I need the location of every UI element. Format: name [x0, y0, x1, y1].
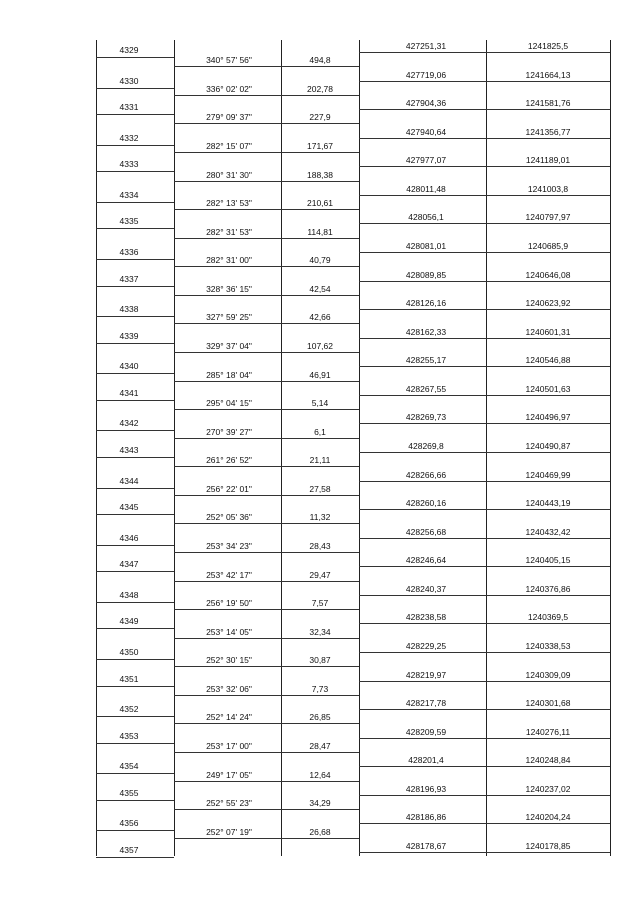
table-vertical-rule: [359, 40, 360, 856]
coordinate-x: 427719,06: [405, 69, 447, 80]
coordinate-x: 428217,78: [405, 698, 447, 709]
row-rule: [281, 181, 359, 182]
coordinate-x: 428267,55: [405, 383, 447, 394]
row-rule: [359, 423, 486, 424]
row-rule: [281, 838, 359, 839]
row-rule: [174, 123, 281, 124]
row-rule: [359, 538, 486, 539]
row-rule: [486, 566, 610, 567]
row-rule: [281, 666, 359, 667]
segment-length: 7,73: [311, 683, 329, 694]
row-rule: [486, 738, 610, 739]
segment-length: 7,57: [311, 598, 329, 609]
point-number: 4342: [119, 418, 139, 429]
direction-angle: 282° 31' 00": [206, 255, 252, 266]
row-rule: [174, 266, 281, 267]
coordinate-y: 1240338,53: [525, 641, 571, 651]
row-rule: [359, 595, 486, 596]
coordinate-x: 428229,25: [405, 641, 447, 651]
row-rule: [281, 409, 359, 410]
coordinate-x: 428238,58: [405, 612, 447, 623]
coordinate-y: 1241825,5: [527, 41, 569, 51]
direction-angle: 256° 22' 01": [206, 483, 252, 494]
segment-length: 494,8: [309, 55, 331, 66]
row-rule: [281, 466, 359, 467]
table-vertical-rule: [174, 40, 175, 856]
point-number: 4334: [119, 189, 139, 200]
row-rule: [174, 66, 281, 67]
segment-length: 12,64: [309, 769, 331, 780]
direction-angle: 280° 31' 30": [206, 169, 252, 180]
row-rule: [96, 114, 174, 115]
row-rule: [359, 452, 486, 453]
coordinate-x: 428240,37: [405, 583, 447, 594]
coordinate-x: 428056,1: [408, 212, 444, 223]
coordinate-y: 1240204,24: [525, 812, 571, 823]
row-rule: [359, 395, 486, 396]
row-rule: [486, 338, 610, 339]
row-rule: [359, 366, 486, 367]
row-rule: [486, 138, 610, 139]
row-rule: [281, 581, 359, 582]
row-rule: [486, 281, 610, 282]
row-rule: [359, 795, 486, 796]
segment-length: 26,85: [309, 712, 331, 723]
row-rule: [359, 252, 486, 253]
row-rule: [359, 652, 486, 653]
direction-angle: 252° 14' 24": [206, 712, 252, 723]
coordinate-x: 428089,85: [405, 269, 447, 280]
row-rule: [96, 514, 174, 515]
row-rule: [96, 773, 174, 774]
row-rule: [96, 259, 174, 260]
point-number: 4329: [119, 45, 139, 55]
row-rule: [486, 166, 610, 167]
row-rule: [96, 88, 174, 89]
coordinate-y: 1240490,87: [525, 441, 571, 451]
row-rule: [486, 452, 610, 453]
segment-length: 210,61: [307, 198, 333, 209]
row-rule: [281, 752, 359, 753]
segment-length: 114,81: [307, 226, 333, 237]
direction-angle: 328° 36' 15": [206, 283, 252, 294]
coordinate-x: 428186,86: [405, 812, 447, 823]
coordinate-y: 1240248,84: [525, 755, 571, 766]
coordinate-y: 1240496,97: [525, 412, 571, 423]
row-rule: [281, 209, 359, 210]
point-number: 4341: [119, 387, 139, 398]
row-rule: [281, 723, 359, 724]
row-rule: [96, 716, 174, 717]
direction-angle: 282° 15' 07": [206, 141, 252, 151]
row-rule: [174, 781, 281, 782]
row-rule: [281, 552, 359, 553]
row-rule: [281, 523, 359, 524]
row-rule: [486, 252, 610, 253]
row-rule: [486, 509, 610, 510]
row-rule: [174, 95, 281, 96]
segment-length: 107,62: [307, 341, 333, 351]
coordinate-y: 1241356,77: [525, 126, 571, 137]
row-rule: [174, 809, 281, 810]
row-rule: [359, 52, 486, 53]
row-rule: [281, 638, 359, 639]
coordinate-x: 427251,31: [405, 41, 447, 51]
direction-angle: 252° 55' 23": [206, 798, 252, 809]
row-rule: [486, 652, 610, 653]
direction-angle: 270° 39' 27": [206, 426, 252, 437]
coordinate-y: 1240309,09: [525, 669, 571, 680]
row-rule: [96, 628, 174, 629]
row-rule: [281, 323, 359, 324]
coordinate-x: 428081,01: [405, 241, 447, 251]
point-number: 4350: [119, 647, 139, 657]
row-rule: [281, 295, 359, 296]
row-rule: [359, 338, 486, 339]
row-rule: [96, 457, 174, 458]
row-rule: [174, 152, 281, 153]
direction-angle: 256° 19' 50": [206, 598, 252, 609]
coordinate-x: 428256,68: [405, 526, 447, 537]
coordinate-x: 428269,73: [405, 412, 447, 423]
row-rule: [359, 138, 486, 139]
coordinate-x: 428178,67: [405, 841, 447, 851]
direction-angle: 252° 30' 15": [206, 655, 252, 666]
coordinate-x: 428201,4: [408, 755, 444, 766]
row-rule: [174, 323, 281, 324]
row-rule: [359, 309, 486, 310]
row-rule: [96, 545, 174, 546]
segment-length: 40,79: [309, 255, 331, 266]
coordinate-y: 1240443,19: [525, 498, 571, 509]
row-rule: [281, 95, 359, 96]
coordinate-y: 1240623,92: [525, 298, 571, 309]
table-vertical-rule: [96, 40, 97, 856]
point-number: 4344: [119, 475, 139, 486]
point-number: 4347: [119, 559, 139, 570]
coordinate-x: 428260,16: [405, 498, 447, 509]
row-rule: [359, 509, 486, 510]
direction-angle: 279° 09' 37": [206, 112, 252, 123]
segment-length: 30,87: [309, 655, 331, 666]
direction-angle: 282° 13' 53": [206, 198, 252, 209]
row-rule: [359, 709, 486, 710]
point-number: 4340: [119, 361, 139, 372]
point-number: 4331: [119, 102, 139, 113]
row-rule: [486, 195, 610, 196]
segment-length: 28,47: [309, 741, 331, 751]
point-number: 4337: [119, 273, 139, 284]
row-rule: [174, 295, 281, 296]
row-rule: [359, 823, 486, 824]
row-rule: [96, 57, 174, 58]
point-number: 4332: [119, 132, 139, 143]
coordinate-y: 1240405,15: [525, 555, 571, 566]
row-rule: [359, 223, 486, 224]
coordinate-x: 428011,48: [406, 183, 446, 194]
row-rule: [281, 438, 359, 439]
row-rule: [96, 343, 174, 344]
row-rule: [174, 466, 281, 467]
direction-angle: 327° 59' 25": [206, 312, 252, 323]
segment-length: 46,91: [309, 369, 331, 380]
direction-angle: 249° 17' 05": [206, 769, 252, 780]
row-rule: [174, 352, 281, 353]
coordinate-y: 1240469,99: [525, 469, 571, 480]
row-rule: [359, 852, 486, 853]
row-rule: [96, 571, 174, 572]
row-rule: [174, 495, 281, 496]
direction-angle: 252° 05' 36": [206, 512, 252, 523]
coordinate-x: 427977,07: [405, 155, 447, 166]
segment-length: 11,32: [309, 512, 331, 523]
row-rule: [174, 552, 281, 553]
row-rule: [174, 181, 281, 182]
coordinate-y: 1240646,08: [525, 269, 571, 280]
row-rule: [96, 743, 174, 744]
row-rule: [486, 309, 610, 310]
direction-angle: 253° 34' 23": [206, 541, 252, 551]
coordinate-y: 1240797,97: [525, 212, 571, 223]
row-rule: [486, 795, 610, 796]
row-rule: [96, 286, 174, 287]
row-rule: [96, 316, 174, 317]
row-rule: [174, 638, 281, 639]
segment-length: 27,58: [309, 483, 331, 494]
row-rule: [486, 366, 610, 367]
row-rule: [486, 481, 610, 482]
row-rule: [96, 400, 174, 401]
row-rule: [96, 373, 174, 374]
segment-length: 6,1: [314, 426, 326, 437]
row-rule: [281, 66, 359, 67]
point-number: 4335: [119, 216, 139, 227]
row-rule: [486, 423, 610, 424]
table-vertical-rule: [610, 40, 611, 856]
point-number: 4330: [119, 75, 139, 86]
point-number: 4356: [119, 818, 139, 829]
direction-angle: 340° 57' 56": [206, 55, 252, 66]
point-number: 4333: [119, 159, 139, 170]
row-rule: [96, 800, 174, 801]
point-number: 4345: [119, 502, 139, 513]
segment-length: 202,78: [307, 83, 333, 94]
row-rule: [174, 209, 281, 210]
row-rule: [359, 281, 486, 282]
coordinate-y: 1240276,11: [525, 726, 571, 737]
row-rule: [359, 481, 486, 482]
coordinate-y: 1240178,85: [525, 841, 571, 851]
coordinate-x: 428209,59: [405, 726, 447, 737]
row-rule: [281, 809, 359, 810]
row-rule: [486, 623, 610, 624]
row-rule: [96, 228, 174, 229]
table-vertical-rule: [281, 40, 282, 856]
coordinate-x: 428255,17: [405, 355, 447, 366]
segment-length: 28,43: [309, 541, 331, 551]
row-rule: [281, 781, 359, 782]
coordinate-x: 428246,64: [405, 555, 447, 566]
direction-angle: 285° 18' 04": [206, 369, 252, 380]
row-rule: [174, 838, 281, 839]
segment-length: 171,67: [307, 141, 333, 151]
direction-angle: 253° 17' 00": [206, 741, 252, 751]
row-rule: [281, 238, 359, 239]
row-rule: [359, 623, 486, 624]
row-rule: [486, 709, 610, 710]
row-rule: [486, 595, 610, 596]
direction-angle: 253° 32' 06": [206, 683, 252, 694]
coordinate-y: 1240376,86: [525, 583, 571, 594]
point-number: 4355: [119, 787, 139, 798]
point-number: 4348: [119, 589, 139, 600]
point-number: 4349: [119, 616, 139, 627]
row-rule: [486, 223, 610, 224]
row-rule: [281, 266, 359, 267]
coordinate-x: 427940,64: [405, 126, 447, 137]
row-rule: [96, 659, 174, 660]
coordinate-y: 1240685,9: [527, 241, 569, 251]
row-rule: [174, 695, 281, 696]
row-rule: [281, 123, 359, 124]
row-rule: [359, 766, 486, 767]
row-rule: [96, 171, 174, 172]
row-rule: [96, 686, 174, 687]
row-rule: [174, 409, 281, 410]
direction-angle: 253° 42' 17": [206, 569, 252, 580]
row-rule: [281, 152, 359, 153]
row-rule: [486, 395, 610, 396]
row-rule: [486, 52, 610, 53]
row-rule: [359, 109, 486, 110]
coordinate-x: 428219,97: [405, 669, 447, 680]
coordinate-y: 1241581,76: [525, 98, 571, 109]
point-number: 4343: [119, 445, 139, 455]
point-number: 4338: [119, 304, 139, 315]
coordinate-x: 428126,16: [405, 298, 447, 309]
row-rule: [486, 766, 610, 767]
coordinate-x: 428266,66: [405, 469, 447, 480]
row-rule: [486, 538, 610, 539]
row-rule: [96, 602, 174, 603]
coordinate-y: 1240501,63: [525, 383, 571, 394]
row-rule: [359, 681, 486, 682]
segment-length: 26,68: [309, 826, 331, 837]
coordinate-y: 1240301,68: [525, 698, 571, 709]
direction-angle: 295° 04' 15": [206, 398, 252, 409]
coordinate-y: 1240601,31: [525, 326, 571, 337]
segment-length: 21,11: [309, 455, 331, 466]
coordinate-y: 1240432,42: [525, 526, 571, 537]
row-rule: [96, 430, 174, 431]
point-number: 4353: [119, 730, 139, 741]
row-rule: [281, 695, 359, 696]
row-rule: [486, 81, 610, 82]
direction-angle: 282° 31' 53": [206, 226, 252, 237]
direction-angle: 261° 26' 52": [206, 455, 252, 466]
coordinate-y: 1241664,13: [525, 69, 571, 80]
row-rule: [96, 488, 174, 489]
row-rule: [174, 438, 281, 439]
segment-length: 5,14: [311, 398, 329, 409]
point-number: 4339: [119, 330, 139, 341]
segment-length: 42,54: [309, 283, 331, 294]
row-rule: [281, 495, 359, 496]
row-rule: [174, 609, 281, 610]
row-rule: [486, 852, 610, 853]
row-rule: [281, 352, 359, 353]
segment-length: 188,38: [307, 169, 333, 180]
row-rule: [174, 238, 281, 239]
direction-angle: 253° 14' 05": [206, 626, 252, 637]
direction-angle: 329° 37' 04": [206, 341, 252, 351]
segment-length: 42,66: [309, 312, 331, 323]
direction-angle: 252° 07' 19": [206, 826, 252, 837]
point-number: 4351: [119, 673, 139, 684]
table-vertical-rule: [486, 40, 487, 856]
point-number: 4357: [119, 845, 139, 855]
row-rule: [359, 166, 486, 167]
coordinate-x: 428196,93: [405, 783, 447, 794]
coordinate-y: 1240546,88: [525, 355, 571, 366]
row-rule: [359, 195, 486, 196]
row-rule: [174, 666, 281, 667]
point-number: 4354: [119, 761, 139, 772]
coordinate-x: 427904,36: [405, 98, 447, 109]
row-rule: [486, 109, 610, 110]
point-number: 4336: [119, 247, 139, 257]
row-rule: [281, 381, 359, 382]
segment-length: 29,47: [309, 569, 331, 580]
row-rule: [96, 857, 174, 858]
row-rule: [174, 581, 281, 582]
row-rule: [359, 566, 486, 567]
segment-length: 32,34: [309, 626, 331, 637]
row-rule: [359, 738, 486, 739]
row-rule: [174, 723, 281, 724]
segment-length: 227,9: [309, 112, 331, 123]
coordinate-y: 1241189,01: [525, 155, 571, 166]
row-rule: [359, 81, 486, 82]
point-number: 4346: [119, 532, 139, 543]
coordinate-y: 1241003,8: [527, 183, 569, 194]
row-rule: [486, 823, 610, 824]
row-rule: [96, 830, 174, 831]
row-rule: [281, 609, 359, 610]
row-rule: [174, 752, 281, 753]
row-rule: [96, 202, 174, 203]
direction-angle: 336° 02' 02": [206, 83, 252, 94]
row-rule: [486, 681, 610, 682]
coordinate-x: 428162,33: [405, 326, 447, 337]
coordinate-y: 1240369,5: [527, 612, 569, 623]
row-rule: [174, 523, 281, 524]
row-rule: [174, 381, 281, 382]
segment-length: 34,29: [309, 798, 331, 809]
row-rule: [96, 145, 174, 146]
coordinate-y: 1240237,02: [525, 783, 571, 794]
point-number: 4352: [119, 704, 139, 715]
coordinate-x: 428269,8: [408, 441, 444, 451]
